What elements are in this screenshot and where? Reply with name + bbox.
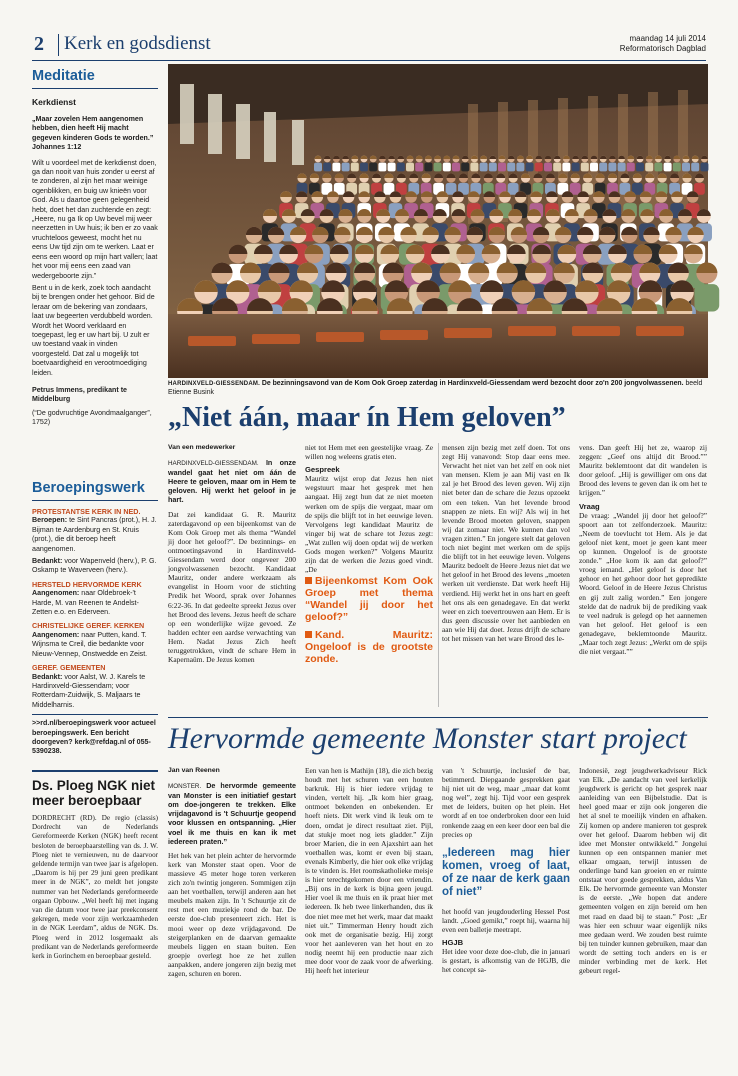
article1-col2 — [305, 443, 433, 707]
beroepingswerk-entry-label: Bedankt: — [32, 557, 63, 566]
photo-caption-text: De bezinningsavond van de Kom Ook Groep zaterdag in Hardinxveld-Giessendam werd bezocht door zo'n 200 jongvolwassenen. — [261, 380, 684, 387]
article2-col3-text-a: van 't Schuurtje, inclusief de bar, betimmerd. Diepgaande gesprekken gaat hij niet uit de weg, maar „maar dat komt nog wel”, zegt hij. Tijd voor een gesprek met de leiders, buiten op het plein. Het wordt af en toe onderbroken door een luid ronkende zaag en een keer door een bal die precies op — [442, 766, 570, 839]
header-divider — [58, 34, 59, 56]
beroepingswerk-title: Beroepingswerk — [32, 480, 145, 496]
article2-col1 — [168, 766, 296, 1062]
article2-lead — [168, 781, 296, 846]
article1-col4 — [579, 443, 707, 707]
beroepingswerk-entry-label: Bedankt: — [32, 672, 63, 681]
article1-col4-text-a: vens. Dan geeft Hij het ze, waarop zij zeggen: „Geef ons altijd dit Brood.”” Mauritz beklemtoont dat dit wandelen is door geloof. „Hij is gewilliger om ons dat Brood des levens te geven dan ik om het te krijgen.” — [579, 443, 707, 498]
header-date: maandag 14 juli 2014 — [629, 34, 706, 43]
pullquote-text: Kand. Mauritz: Ongeloof is de grootste zonde. — [305, 629, 433, 666]
article2-top-rule — [168, 717, 708, 718]
article2-col3-text-b: het hoofd van jeugdouderling Hessel Post landt. „Goed gemikt,” roept hij, waarna hij even een balletje meetrapt. — [442, 906, 570, 934]
article1-col2-text-b: Mauritz wijst erop dat Jezus hen niet wegstuurt maar het gesprek met hen aangaat. Hij zegt hun dat ze niet moeten werken om de spijs die vergaat, maar om de spijs die blijft tot in het eeuwige leven. Vervolgens legt kandidaat Mauritz de vinger bij wat de schare tot Jezus zegt: „Wat zullen wij doen opdat wij de werken Gods mogen werken?” Volgens Mauritz zijn dat de werken die Jezus goed vindt. „De — [305, 474, 433, 575]
beroepingswerk-list — [32, 507, 158, 710]
meditatie-rule — [32, 88, 158, 89]
beroepingswerk-entry: Beroepen: te Sint Pancras (prot.), H. J. Bijman te Aardenburg en St. Kruis (prot.), die dit beroep heeft aangenomen. — [32, 516, 157, 553]
article2-byline: Jan van Reenen — [168, 767, 220, 774]
article2-col3-text-c: Het idee voor deze doe-club, die in januari is gestart, is afkomstig van de HGJB, die het concept sa- — [442, 947, 570, 975]
meditatie-paragraph: Wilt u voordeel met de kerkdienst doen, ga dan nooit van huis zonder u eerst af te zonderen, al zijn het maar weinige ogenblikken, en buig uw knieën voor God. Als u daartoe geen gelegenheid hebt, doet het dan zuchtende en zegt: „Heere, nu ga Ik op Uw bevel mij weer neerzetten in Uw huis; ik ben er zo vaak vruchteloos geweest, mocht het nu eens Uw tijd zijn om te werken. Laat er eens een woord op mijn hart vallen; laat het voor mij eens een zaad van wedergeboorte zijn.” — [32, 158, 158, 280]
article2-col3 — [442, 766, 570, 1062]
beroepingswerk-church-heading: PROTESTANTSE KERK IN NED. — [32, 507, 141, 516]
article1-col1-text: Dat zei kandidaat G. R. Mauritz zaterdagavond op een bijeenkomst van de Kom Ook Groep met als thema “Wandel jij door het geloof?”. De bezinnings- en ontmoetingsavond in Hardinxveld-Giessendam werd door ongeveer 200 jongvolwassenen bezocht. Kandidaat Mauritz, onder andere werkzaam als evangelist in Hoorn voor de stichting Predik het Woord, sprak over Johannes 6:22-36. In dat gedeelte spreekt Jezus over het Brood des levens. Jezus heeft de schare op een wonderlijke wijze gevoed. Ze hadden echter een aardse verwachting van Hem. Nadat Jezus Zich heeft teruggetrokken, vindt de schare Hem in Kapernaüm. De Jezus komen — [168, 509, 296, 665]
photo-caption-place: HARDINXVELD-GIESSENDAM. — [168, 381, 260, 387]
article2-col1-text: Het hek van het plein achter de hervormde kerk van Monster staat open. Voor de massieve 45 meter hoge toren verkeren zich zo'n twintig jongeren. Sommigen zijn aan het voetballen, terwijl anderen aan het meubels maken zijn. In 't Schuurtje zit de rest met een muziekje rond de bar. De eerste doe-club presenteert zich. Het is mooi weer op deze vrijdagavond. De steigerplanken en de daarvan gemaakte meubels liggen en staan buiten. Een groepje overlegt hoe ze het zullen aanpakken, andere jongeren zijn bezig met zagen, schuren en boren. — [168, 850, 296, 978]
ploeg-body: DORDRECHT (RD). De regio (classis) Dordrecht van de Nederlands Gereformeerde Kerken (NGK) heeft recent besloten de beroepbaarstelling van ds. J. W. Ploeg niet te vernieuwen, nu de daarvoor geldende termijn van twee jaar is afgelopen. „Daarom is hij per 29 juni geen predikant meer in de NGK”, zo meldt het jongste nummer van het Nederlands gereformeerde orgaan Opbouw. „Wel heeft hij met ingang van die datum voor twee jaar preekconsent gekregen, mede voor zijn werkzaamheden in de NGK Leerdam”, aldus de NGK. Ds. Ploeg werd in 2012 losgemaakt als predikant van de Nederlands gereformeerde kerk in Gorinchem en beroepbaar gesteld. — [32, 814, 158, 961]
article2-col3-subhead: HGJB — [442, 938, 464, 948]
article-photo — [168, 64, 708, 378]
article1-col2-text-a: niet tot Hem met een geestelijke vraag. Ze willen nog weleens gratis eten. — [305, 443, 433, 462]
ploeg-rule — [32, 770, 158, 772]
article1-col3: mensen zijn bezig met zelf doen. Tot ons zegt Hij vanavond: Stop daar eens mee. Verwacht het niet van het zelf en ook niet van mensen. Klem je aan Mij vast en Ik zal je het Brood des leven geven. Wij zijn niet beter dan de schare die Jezus opzoekt om een teken. Van het levende brood snappen ze niets. En wij? Als wij in het levende Brood moeten geloven, snappen wij dat zomaar niet. We kunnen dan vol vragen zitten.” En jongere stelt dat geloven toch niet begint met werken om de spijs die blijft tot in het eeuwige leven. Volgens Mauritz bedoelt de Heere Jezus niet dat we het geloof in het Brood des levens „moeten werken uit verdienste. Dat werk heeft Hij verdiend. Hij werkt het in ons hart en geeft het ons als een genadegave. En dat werkt weer en zich toevertrouwen aan Hem. Er is dus geen discussie over het aanbieden en aan wie Hij dat doet. Jezus drijft de schare tot het missen van het ware Brood des le- — [442, 443, 570, 643]
section-title: Kerk en godsdienst — [64, 33, 211, 54]
article2-col4: Indonesië, zegt jeugdwerkadviseur Rick van Elk. „De aandacht van veel kerkelijk jeugdwerk is gericht op het gesprek naar aanleiding van een Bijbelstudie. Dat is heel goed maar er zijn ook jongeren die het al snel te moeilijk vinden en afhaken. Zij komen op andere manieren tot gesprek over het geloof. Daarom hebben wij dit idee met Monster ontwikkeld.” Jongelui kunnen op een ontspannen manier met elkaar omgaan, terwijl intussen de onderlinge band kan groeien en er ruimte ontstaat voor goede gesprekken, aldus Van Elk. De hervormde gemeente van Monster is de eerste. „We hopen dat andere gemeenten volgen en zijn bereid om hen met raad en daad bij te staan.” Post: „Er was hier een schuur waar eigenlijk niks mee gedaan werd. We zouden best ruimte bij ten tuinder kunnen gebruiken, maar dan wordt de setting toch anders en is er minder verbinding met de kerk. Het gebeurt regel- — [579, 766, 707, 976]
article2-headline: Hervormde gemeente Monster start project — [168, 722, 687, 755]
article2-col2: Een van hen is Mathijn (18), die zich bezig houdt met het schuren van een houten barkruk. Hij is hier iedere vrijdag te vinden, vertelt hij. „Ik kom hier graag, ontmoet bekenden en onbekenden. Er hoeft niets. Dit werk vind ik leuk om te doen, omdat je direct resultaat ziet. Pijl, dat stukje moet nog iets gladder.” Zijn broer Marien, die in een Ajaxshirt aan het voetballen was, komt er even bij staan, evenals Kimberly, die hier ook elke vrijdag is te vinden is. Het roomskatholieke meisje is hier terechtgekomen door een vriendin. „Bij ons in de kerk is bijna geen jeugd. Hier voel ik me thuis en ik praat hier met iedereen. Ik heb twee linkerhanden, dus ik doe niet mee met het werk, maar dat maakt niet uit.” Timmerman Henry houdt zich ook met de organisatie bezig. Hij zorgt voor het aanleveren van het hout en zo nodig neemt hij een productie naar zich mee door voor de zaak voor de afwerking. Hij heeft het interieur — [305, 766, 433, 976]
beroepingswerk-entry: Aangenomen: naar Oldebroek-'t Harde, M. van Reenen te Andelst-Zetten e.o. en Ederveen. — [32, 589, 139, 617]
beroepingswerk-entry: Bedankt: voor Wapenveld (herv.), P. G. Oskamp te Waverveen (herv.). — [32, 557, 157, 575]
article1-pullquote-1 — [305, 575, 433, 623]
beroepingswerk-footer: >>rd.nl/beroepingswerk voor actueel beroepingswerk. Een bericht doorgeven? kerk@refdag.nl of 055-5390238. — [32, 719, 156, 756]
photo-credit: beeld Etienne Busink — [168, 380, 703, 396]
pullquote-bullet-icon — [305, 631, 312, 638]
article1-col4-subhead: Vraag — [579, 501, 600, 511]
beroepingswerk-entry-label: Aangenomen: — [32, 630, 80, 639]
header-date-block — [620, 34, 706, 54]
article1-col2-subhead: Gespreek — [305, 465, 340, 475]
article1-headline: „Niet áán, maar ín Hem geloven” — [168, 402, 566, 433]
beroepingswerk-rule — [32, 500, 158, 501]
meditatie-body — [32, 159, 158, 378]
meditatie-subtitle: Kerkdienst — [32, 97, 76, 107]
header-rule — [32, 60, 706, 61]
article1-byline: Van een medewerker — [168, 444, 236, 451]
meditatie-title: Meditatie — [32, 68, 95, 84]
beroepingswerk-box — [32, 480, 158, 757]
beroepingswerk-church-heading: CHRISTELIJKE GEREF. KERKEN — [32, 621, 145, 631]
beroepingswerk-entry-label: Beroepen: — [32, 516, 68, 525]
beroepingswerk-entry: Bedankt: voor Aalst, W. J. Karels te Hardinxveld-Giessendam; voor Rotterdam-Zuidwijk, S. Maljaars te Middelharnis. — [32, 672, 146, 709]
meditatie-box — [32, 64, 158, 428]
pullquote-text: Bijeenkomst Kom Ook Groep met thema “Wandel jij door het geloof?” — [305, 575, 433, 624]
article1-lead — [168, 458, 296, 504]
article2-pullquote: „Iedereen mag hier komen, vroeg of laat, of ze naar de kerk gaan of niet” — [442, 846, 570, 898]
header-paper: Reformatorisch Dagblad — [619, 44, 706, 53]
beroepingswerk-entry: Aangenomen: naar Putten, kand. T. Wijnsma te Creil, die bedankte voor Nieuw-Vennep, Onstwedde en Zeist. — [32, 630, 148, 658]
article1-pullquote-2 — [305, 629, 433, 665]
meditatie-quote: „Maar zovelen Hem aangenomen hebben, dien heeft Hij macht gegeven kinderen Gods te worden.” Johannes 1:12 — [32, 115, 154, 152]
ploeg-article — [32, 770, 158, 1076]
article1-lead-text: In onze wandel gaat het niet om áán de Heere te geloven, maar om in Hem te geloven. Hij werkt het geloof in je hart. — [168, 458, 296, 505]
article1-lead-place: HARDINXVELD-GIESSENDAM. — [168, 460, 259, 468]
article2-lead-place: MONSTER. — [168, 783, 202, 791]
beroepingswerk-church-heading: HERSTELD HERVORMDE KERK — [32, 579, 142, 589]
article1-column-rule — [438, 443, 439, 707]
meditatie-source: (“De godvruchtige Avondmaalganger”, 1752) — [32, 408, 152, 427]
ploeg-headline: Ds. Ploeg NGK niet meer beroepbaar — [32, 778, 156, 808]
article2-lead-text: De hervormde gemeente van Monster is een initiatief gestart om doe-jongeren te trekken. Elke vrijdagavond is 't Schuurtje geopend voor klussen en ontspanning. „Hier voel ik me thuis en kan ik met iedereen praten.” — [168, 781, 297, 846]
meditatie-author: Petrus Immens, predikant te Middelburg — [32, 385, 128, 404]
audience-photo-illustration — [168, 64, 708, 378]
beroepingswerk-footer-rule — [32, 714, 158, 715]
beroepingswerk-church-heading: GEREF. GEMEENTEN — [32, 663, 106, 673]
photo-caption — [168, 380, 708, 397]
article1-col1 — [168, 443, 296, 707]
beroepingswerk-entry-label: Aangenomen: — [32, 589, 80, 598]
meditatie-paragraph: Bent u in de kerk, zoek toch aandacht bij te brengen onder het gehoor. Bid de leraar om de bekering van zondaars, laat uw begeerten verdubbeld worden. Wordt het Woord verklaard en toegepast, leg er uw hart bij. U zult er uw toestand vaak in vinden voorgesteld. Dat zal u mogelijk tot boetvaardigheid en verootmoediging leiden. — [32, 283, 155, 377]
article1-col4-text-b: De vraag: „Wandel jij door het geloof?” spoort aan tot zelfonderzoek. Mauritz: „Neem de toevlucht tot Hem. Als je dat geloof niet kent, moet je geen kant meer op kunnen. Ongeloof is de grootste zonde.” „Hoe kom ik aan dat geloof?” vroeg iemand. „Het geloof is door het gehoor en het gehoor door het gepredikte Woord. Geloof in de Heere Jezus Christus en gij zult zalig worden.” Een jongere stelde dat de nadruk bij de prediking vaak te veel nadruk is gelegd op het aannemen van het geloof. Het geloof is een genadegave, beklemtoonde Mauritz. „Maar toch zegt Jezus: „Werkt om de spijs die niet vergaat.”” — [579, 510, 707, 657]
page-number: 2 — [34, 33, 44, 55]
pullquote-bullet-icon — [305, 577, 312, 584]
